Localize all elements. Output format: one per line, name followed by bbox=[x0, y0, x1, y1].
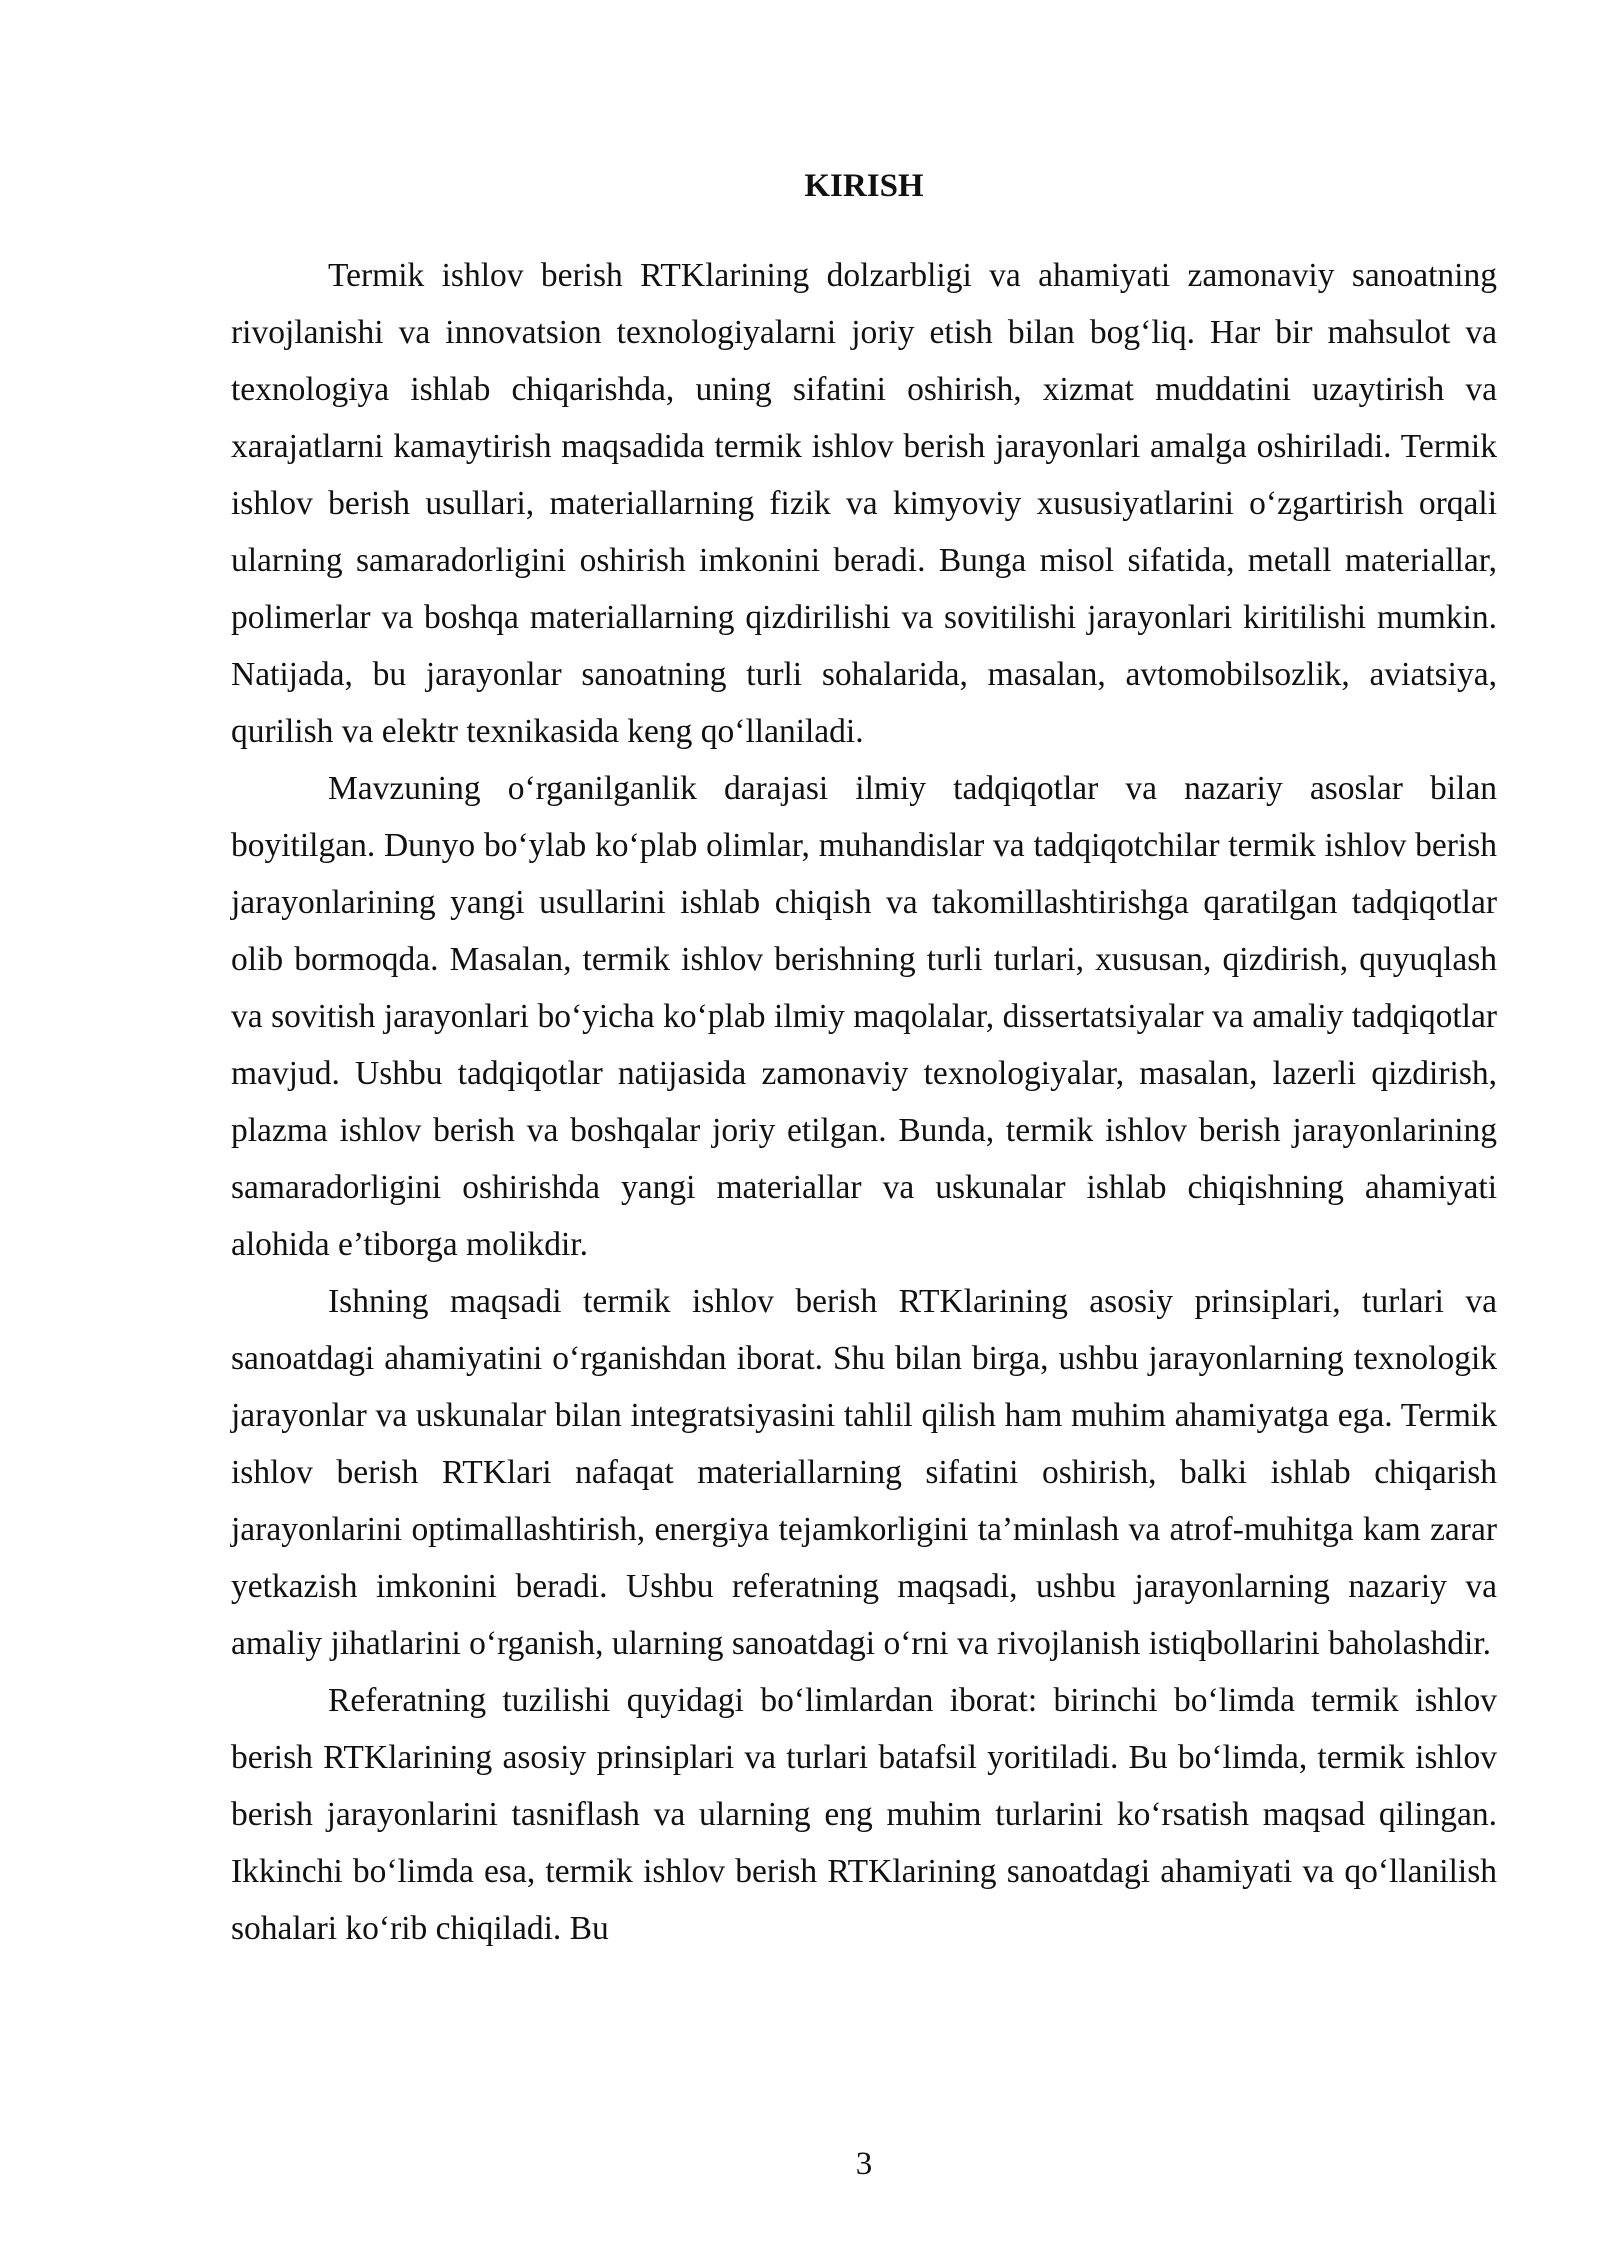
paragraph-structure: Referatning tuzilishi quyidagi bo‘limlardan iborat: birinchi bo‘limda termik ishlov berish RTKlarining asosiy prinsiplari va turlari batafsil yoritiladi. Bu bo‘limda, termik ishlov berish jarayonlarini tasniflash va ularning eng muhim turlarini ko‘rsatish maqsad qilingan. Ikkinchi bo‘limda esa, termik ishlov berish RTKlarining sanoatdagi ahamiyati va qo‘llanilish sohalari ko‘rib chiqiladi. Bu bbox=[231, 1682, 1497, 1947]
paragraph-research-level: Mavzuning o‘rganilganlik darajasi ilmiy tadqiqotlar va nazariy asoslar bilan boyitilgan. Dunyo bo‘ylab ko‘plab olimlar, muhandislar va tadqiqotchilar termik ishlov berish jarayonlarining yangi usullarini ishlab chiqish va takomillashtirishga qaratilgan tadqiqotlar olib bormoqda. Masalan, termik ishlov berishning turli turlari, xususan, qizdirish, quyuqlash va sovitish jarayonlari bo‘yicha ko‘plab ilmiy maqolalar, dissertatsiyalar va amaliy tadqiqotlar mavjud. Ushbu tadqiqotlar natijasida zamonaviy texnologiyalar, masalan, lazerli qizdirish, plazma ishlov berish va boshqalar joriy etilgan. Bunda, termik ishlov berish jarayonlarining samaradorligini oshirishda yangi materiallar va uskunalar ishlab chiqishning ahamiyati alohida e’tiborga molikdir. bbox=[231, 770, 1497, 1263]
paragraph-objective: Ishning maqsadi termik ishlov berish RTKlarining asosiy prinsiplari, turlari va sanoatdagi ahamiyatini o‘rganishdan iborat. Shu bilan birga, ushbu jarayonlarning texnologik jarayonlar va uskunalar bilan integratsiyasini tahlil qilish ham muhim ahamiyatga ega. Termik ishlov berish RTKlari nafaqat materiallarning sifatini oshirish, balki ishlab chiqarish jarayonlarini optimallashtirish, energiya tejamkorligini ta’minlash va atrof-muhitga kam zarar yetkazish imkonini beradi. Ushbu referatning maqsadi, ushbu jarayonlarning nazariy va amaliy jihatlarini o‘rganish, ularning sanoatdagi o‘rni va rivojlanish istiqbollarini baholashdir. bbox=[231, 1283, 1497, 1662]
page-title: KIRISH bbox=[804, 168, 924, 204]
page-number: 3 bbox=[855, 2146, 873, 2182]
body-text bbox=[231, 247, 1497, 1957]
paragraph-relevance: Termik ishlov berish RTKlarining dolzarbligi va ahamiyati zamonaviy sanoatning rivojlanishi va innovatsion texnologiyalarni joriy etish bilan bog‘liq. Har bir mahsulot va texnologiya ishlab chiqarishda, uning sifatini oshirish, xizmat muddatini uzaytirish va xarajatlarni kamaytirish maqsadida termik ishlov berish jarayonlari amalga oshiriladi. Termik ishlov berish usullari, materiallarning fizik va kimyoviy xususiyatlarini o‘zgartirish orqali ularning samaradorligini oshirish imkonini beradi. Bunga misol sifatida, metall materiallar, polimerlar va boshqa materiallarning qizdirilishi va sovitilishi jarayonlari kiritilishi mumkin. Natijada, bu jarayonlar sanoatning turli sohalarida, masalan, avtomobilsozlik, aviatsiya, qurilish va elektr texnikasida keng qo‘llaniladi. bbox=[231, 257, 1497, 750]
